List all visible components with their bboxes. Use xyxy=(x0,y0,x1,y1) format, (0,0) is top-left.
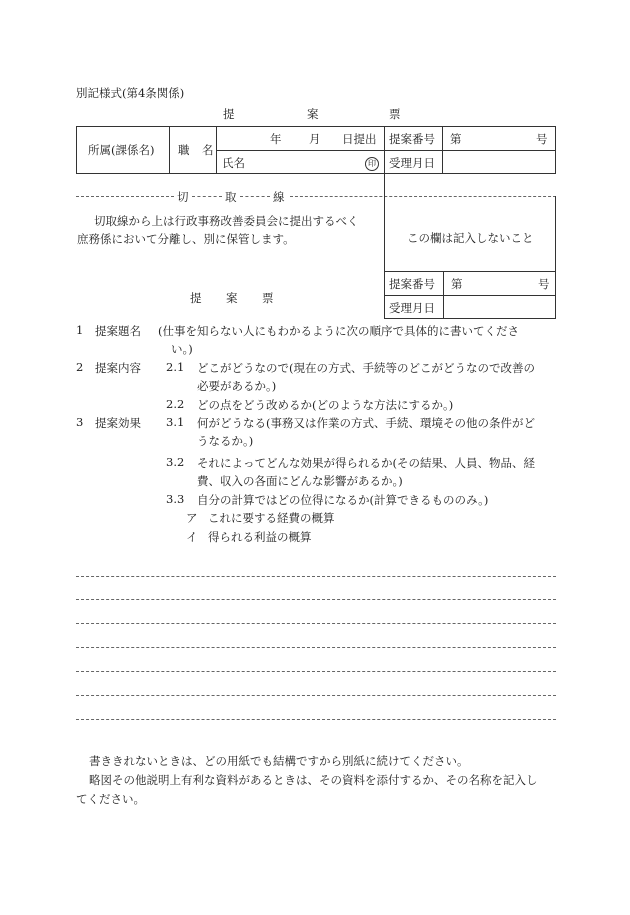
write-line-7[interactable] xyxy=(76,719,556,720)
proposal-no-label: 提案番号 xyxy=(389,132,435,146)
write-line-4[interactable] xyxy=(76,647,556,648)
sub-3-2-line-2: 費、収入の各面にどんな影響があるか。) xyxy=(197,474,403,488)
kana-i-mark: イ xyxy=(186,530,198,544)
form-label: 別記様式(第4条関係) xyxy=(76,86,185,100)
staff-box-right xyxy=(555,196,556,319)
sub-3-1-num: 3.1 xyxy=(166,415,185,429)
lower-proposal-no-dai: 第 xyxy=(451,277,463,291)
sub-3-2-line-1: それによってどんな効果が得られるか(その結果、人員、物品、経 xyxy=(197,456,535,470)
footer-line-3: てください。 xyxy=(76,792,145,806)
cutline-mid-2 xyxy=(240,196,270,197)
lower-box-top xyxy=(384,271,556,272)
received-label: 受理月日 xyxy=(389,156,435,170)
kana-a-text: これに要する経費の概算 xyxy=(208,511,335,525)
lower-received-label: 受理月日 xyxy=(389,301,435,315)
item-1-num: 1 xyxy=(76,323,84,337)
lower-title-char-3: 票 xyxy=(262,291,274,305)
sub-2-1-line-2: 必要があるか。) xyxy=(197,379,277,393)
cutline-note-line-2: 庶務係において分離し、別に保管します。 xyxy=(77,232,295,246)
item-3-label: 提案効果 xyxy=(95,416,141,430)
lower-title-char-1: 提 xyxy=(190,291,202,305)
name-label: 氏名 xyxy=(222,156,245,170)
write-line-1[interactable] xyxy=(76,576,556,577)
proposal-no-go: 号 xyxy=(536,132,548,146)
affiliation-label: 所属(課係名) xyxy=(88,143,155,157)
title-char-1: 提 xyxy=(223,107,235,121)
lower-proposal-no-label: 提案番号 xyxy=(389,277,435,291)
item-3-num: 3 xyxy=(76,415,84,429)
sub-2-2-line-1: どの点をどう改めるか(どのような方法にするか。) xyxy=(197,398,454,412)
table-border-left xyxy=(76,126,77,174)
lower-proposal-no-go: 号 xyxy=(538,277,550,291)
sub-3-2-num: 3.2 xyxy=(166,455,185,469)
write-line-2[interactable] xyxy=(76,599,556,600)
sub-2-1-num: 2.1 xyxy=(166,360,185,374)
table-hline-mid xyxy=(216,150,556,151)
cutline-note-line-1: 切取線から上は行政事務改善委員会に提出するべく xyxy=(94,214,359,228)
date-year: 年 xyxy=(270,132,282,146)
table-border-top xyxy=(76,126,556,127)
sub-2-1-line-1: どこがどうなので(現在の方式、手続等のどこがどうなので改善の xyxy=(197,361,535,375)
sub-2-2-num: 2.2 xyxy=(166,397,185,411)
proposal-no-dai: 第 xyxy=(450,132,462,146)
staff-side-note: この欄は記入しないこと xyxy=(407,231,534,245)
sub-3-3-num: 3.3 xyxy=(166,492,185,506)
title-char-2: 案 xyxy=(307,107,319,121)
kana-i-text: 得られる利益の概算 xyxy=(208,530,312,544)
footer-line-1: 書ききれないときは、どの用紙でも結構ですから別紙に続けてください。 xyxy=(89,754,469,768)
lower-title-char-2: 案 xyxy=(226,291,238,305)
item-1-line-2: い。) xyxy=(171,342,193,356)
table-border-bottom xyxy=(76,173,556,174)
item-1-line-1: (仕事を知らない人にもわかるように次の順序で具体的に書いてくださ xyxy=(158,324,519,338)
cutline-char-2: 取 xyxy=(225,190,237,204)
item-1-label: 提案題名 xyxy=(95,324,141,338)
post-label-char-2: 名 xyxy=(202,143,214,157)
cutline-mid-1 xyxy=(192,196,222,197)
cutline-left xyxy=(76,196,174,197)
cutline-char-1: 切 xyxy=(177,190,189,204)
write-line-6[interactable] xyxy=(76,695,556,696)
lower-box-vline xyxy=(443,271,444,319)
date-month: 月 xyxy=(309,132,321,146)
kana-a-mark: ア xyxy=(186,511,198,525)
cutline-char-3: 線 xyxy=(273,190,285,204)
footer-line-2: 略図その他説明上有利な資料があるときは、その資料を添付するか、その名称を記入し xyxy=(89,773,538,787)
sub-3-3-line-1: 自分の計算ではどの位得になるか(計算できるもののみ。) xyxy=(197,493,489,507)
staff-box-left xyxy=(384,173,385,319)
table-vline-1 xyxy=(169,126,170,174)
sub-3-1-line-2: うなるか。) xyxy=(197,434,254,448)
date-submitted: 日提出 xyxy=(342,132,377,146)
post-label-char-1: 職 xyxy=(178,143,190,157)
title-char-3: 票 xyxy=(389,107,401,121)
item-2-num: 2 xyxy=(76,360,84,374)
write-line-3[interactable] xyxy=(76,623,556,624)
write-line-5[interactable] xyxy=(76,671,556,672)
cutline-right xyxy=(290,196,556,197)
sub-3-1-line-1: 何がどうなる(事務又は作業の方式、手続、環境その他の条件がど xyxy=(197,416,535,430)
lower-box-bottom xyxy=(384,318,556,319)
item-2-label: 提案内容 xyxy=(95,361,141,375)
seal-icon: 印 xyxy=(365,155,379,171)
lower-box-mid xyxy=(384,295,556,296)
top-table xyxy=(76,126,556,174)
